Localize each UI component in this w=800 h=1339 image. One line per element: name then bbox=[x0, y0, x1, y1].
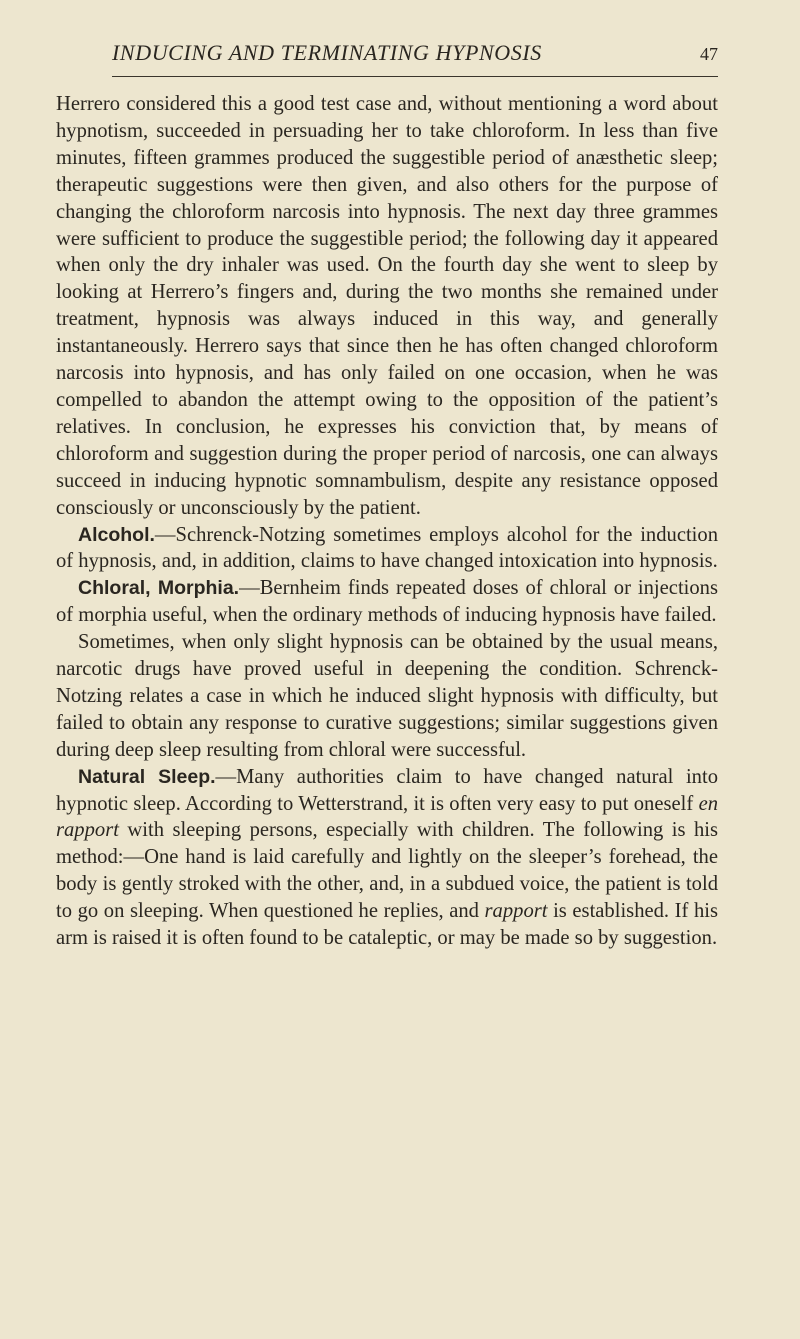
running-head: INDUCING AND TERMINATING HYPNOSIS bbox=[112, 40, 542, 65]
body-text bbox=[56, 91, 718, 952]
run-in-heading-chloral-morphia: Chloral, Morphia. bbox=[78, 577, 240, 600]
paragraph-text: —Schrenck-Notzing sometimes employs alcohol for the induction of hypnosis, and, in addition, claims to have changed intoxication into hypnosis. bbox=[56, 523, 718, 573]
italic-term: rapport bbox=[484, 900, 548, 923]
paragraph-text: —Many authorities claim to have changed natural into hypnotic sleep. According to Wetterstrand, it is often very easy to put oneself bbox=[56, 765, 718, 815]
paragraph-herrero bbox=[56, 91, 718, 522]
paragraph-text: Herrero considered this a good test case and, without mentioning a word about hypnotism, succeeded in persuading her to take chloroform. In less than five minutes, fifteen grammes produced the suggestible period of anæsthetic sleep; therapeutic suggestions were then given, and also others for the purpose of changing the chloroform narcosis into hypnosis. The next day three grammes were sufficient to produce the suggestible period; the following day it appeared when only the dry inhaler was used. On the fourth day she went to sleep by looking at Herrero’s fingers and, during the two months she remained under treatment, hypnosis was always induced in this way, and generally instantaneously. Herrero says that since then he has often changed chloroform narcosis into hypnosis, and has only failed on one occasion, when he was compelled to abandon the attempt owing to the opposition of the patient’s relatives. In conclusion, he expresses his conviction that, by means of chloroform and suggestion during the proper period of narcosis, one can always succeed in inducing hypnotic somnambulism, despite any resistance opposed consciously or unconsciously by the patient. bbox=[56, 93, 718, 519]
run-in-heading-alcohol: Alcohol. bbox=[78, 523, 155, 546]
paragraph-chloral-morphia bbox=[56, 575, 718, 629]
paragraph-text: is established. If his arm is raised it is often found to be cataleptic, or may be made so by suggestion. bbox=[56, 900, 719, 950]
paragraph-text: with sleeping persons, especially with children. The following is his method:—One hand is laid carefully and lightly on the sleeper’s forehead, the body is gently stroked with the other, and, in a subdued voice, the patient is told to go on sleeping. When questioned he replies, and bbox=[56, 819, 718, 923]
italic-term: en rapport bbox=[56, 792, 718, 842]
paragraph-natural-sleep bbox=[56, 764, 718, 952]
page-header bbox=[112, 40, 718, 77]
paragraph-text: —Bernheim finds repeated doses of chloral or injections of morphia useful, when the ordinary methods of inducing hypnosis have failed. bbox=[56, 577, 718, 627]
paragraph-text: Sometimes, when only slight hypnosis can be obtained by the usual means, narcotic drugs have proved useful in deepening the condition. Schrenck-Notzing relates a case in which he induced slight hypnosis with difficulty, but failed to obtain any response to curative suggestions; similar suggestions given during deep sleep resulting from chloral were successful. bbox=[56, 631, 718, 761]
page-number: 47 bbox=[700, 44, 718, 64]
paragraph-narcotic-drugs bbox=[56, 629, 718, 764]
paragraph-alcohol bbox=[56, 522, 718, 576]
run-in-heading-natural-sleep: Natural Sleep. bbox=[78, 765, 216, 788]
